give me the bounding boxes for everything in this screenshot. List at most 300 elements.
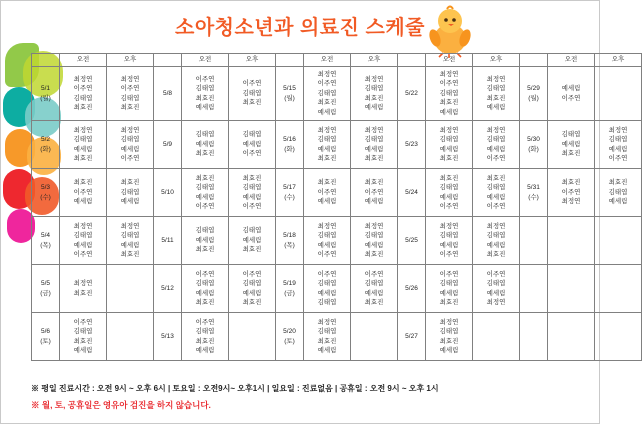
doctor-name: 예세림: [73, 145, 93, 153]
date-label: 5/20: [283, 328, 296, 336]
header-date-blank-3: [398, 54, 426, 67]
am-doctors-cell: [426, 313, 473, 361]
doctor-name: 예세림: [486, 289, 506, 297]
date-cell: [32, 169, 60, 217]
doctor-list: [351, 123, 397, 167]
doctor-name: 이주연: [73, 251, 93, 259]
pm-doctors-cell: [351, 169, 398, 217]
doctor-list: [304, 315, 350, 359]
pm-doctors-cell: [473, 169, 520, 217]
date-cell: [276, 217, 304, 265]
doctor-name: 최효진: [73, 103, 93, 111]
date-cell: [154, 265, 182, 313]
doctor-name: 예세림: [242, 236, 262, 244]
doctor-name: 이주연: [317, 251, 337, 259]
doctor-name: 예세림: [195, 140, 215, 148]
pm-doctors-cell: [229, 121, 276, 169]
doctor-name: 최효진: [439, 99, 459, 107]
doctor-name: 예세림: [486, 103, 506, 111]
date-cell: [276, 121, 304, 169]
am-empty-cell: [548, 217, 595, 265]
doctor-name: 최효진: [561, 150, 581, 158]
doctor-name: 예세림: [120, 241, 140, 249]
doctor-name: 최효진: [439, 337, 459, 345]
footer-notice: ※ 월, 토, 공휴일은 영유아 검진을 하지 않습니다.: [31, 400, 211, 410]
pm-doctors-cell: [595, 169, 642, 217]
doctor-name: 최정연: [439, 71, 459, 78]
doctor-name: 최효진: [486, 94, 506, 102]
doctor-name: 김태엽: [317, 89, 337, 97]
doctor-name: 최효진: [439, 174, 459, 182]
doctor-name: 최효진: [317, 337, 337, 345]
doctor-name: 예세림: [195, 236, 215, 244]
doctor-list: [107, 219, 153, 263]
weekday-label: (수): [40, 193, 51, 201]
date-label: 5/30: [527, 136, 540, 144]
doctor-name: 예세림: [608, 145, 628, 153]
doctor-name: 예세림: [608, 198, 628, 206]
date-label: 5/1: [40, 85, 51, 93]
doctor-name: 예세림: [73, 198, 93, 206]
doctor-name: 예세림: [364, 241, 384, 249]
doctor-name: 김태엽: [317, 136, 337, 144]
doctor-name: 예세림: [486, 193, 506, 201]
am-doctors-cell: [548, 121, 595, 169]
doctor-name: 김태엽: [439, 280, 459, 288]
am-doctors-cell: [304, 169, 351, 217]
doctor-name: 최효진: [364, 179, 384, 187]
doctor-name: 김태엽: [608, 136, 628, 144]
header-am-1: 오전: [182, 54, 229, 67]
doctor-list: [229, 267, 275, 311]
date-cell: [154, 121, 182, 169]
doctor-name: 최효진: [486, 251, 506, 259]
doctor-name: 최정연: [439, 222, 459, 230]
footer-hours: ※ 평일 진료시간 : 오전 9시 ~ 오후 6시 | 토요일 : 오전9시~ 오후1시 | 일요일 : 진료없음 | 공휴일 : 오전 9시 ~ 오후 1시: [31, 384, 439, 393]
chick-mascot-icon: [419, 5, 481, 57]
doctor-name: 최효진: [242, 99, 262, 107]
header-pm-1: 오후: [229, 54, 276, 67]
doctor-list: [426, 267, 472, 311]
doctor-list: [473, 171, 519, 215]
doctor-name: 최정연: [439, 318, 459, 326]
doctor-name: 김태엽: [73, 328, 93, 336]
date-label: 5/2: [40, 136, 51, 144]
date-cell: [154, 169, 182, 217]
weekday-label: (금): [40, 289, 51, 297]
header-am-4: 오전: [548, 54, 595, 67]
doctor-list: [182, 223, 228, 257]
doctor-name: 최효진: [73, 337, 93, 345]
doctor-name: 이주연: [242, 270, 262, 278]
doctor-name: 이주연: [439, 251, 459, 259]
doctor-name: 이주연: [73, 188, 93, 196]
doctor-name: 김태엽: [486, 280, 506, 288]
weekday-label: (수): [528, 193, 539, 201]
doctor-name: 이주연: [439, 270, 459, 278]
doctor-name: 예세림: [561, 140, 581, 148]
weekday-label: (월): [528, 94, 539, 102]
am-doctors-cell: [60, 313, 107, 361]
doctor-list: [107, 175, 153, 209]
doctor-name: 김태엽: [242, 131, 262, 139]
doctor-name: 최효진: [561, 179, 581, 187]
doctor-list: [473, 123, 519, 167]
am-doctors-cell: [60, 217, 107, 265]
doctor-name: 최효진: [120, 179, 140, 187]
am-doctors-cell: [304, 121, 351, 169]
doctor-name: 김태엽: [195, 280, 215, 288]
doctor-name: 김태엽: [364, 280, 384, 288]
date-cell: [276, 313, 304, 361]
date-cell: [398, 313, 426, 361]
doctor-name: 예세림: [439, 145, 459, 153]
date-cell: [520, 67, 548, 121]
page-title: 소아청소년과 의료진 스케줄: [175, 17, 425, 39]
date-cell: [32, 121, 60, 169]
pm-empty-cell: [351, 313, 398, 361]
doctor-name: 김태엽: [439, 89, 459, 97]
date-label: 5/18: [283, 232, 296, 240]
doctor-name: 예세림: [364, 289, 384, 297]
doctor-name: 김태엽: [242, 89, 262, 97]
doctor-name: 예세림: [195, 289, 215, 297]
am-doctors-cell: [426, 67, 473, 121]
doctor-name: 최효진: [486, 174, 506, 182]
doctor-list: [229, 223, 275, 257]
doctor-name: 최효진: [120, 103, 140, 111]
am-doctors-cell: [304, 313, 351, 361]
doctor-name: 이주연: [561, 94, 581, 102]
doctor-name: 최정연: [317, 126, 337, 134]
doctor-list: [351, 175, 397, 209]
weekday-label: (월): [284, 94, 295, 102]
doctor-name: 예세림: [317, 241, 337, 249]
doctor-list: [229, 76, 275, 110]
doctor-name: 김태엽: [73, 136, 93, 144]
am-doctors-cell: [304, 67, 351, 121]
date-label: 5/19: [283, 280, 296, 288]
doctor-name: 이주연: [486, 155, 506, 163]
date-cell: [32, 313, 60, 361]
table-row: [32, 169, 642, 217]
header-am-0: 오전: [60, 54, 107, 67]
doctor-name: 최효진: [195, 150, 215, 158]
doctor-name: 이주연: [439, 80, 459, 88]
doctor-name: 예세림: [561, 85, 581, 93]
table-header-row: [32, 54, 642, 67]
doctor-name: 김태엽: [195, 328, 215, 336]
doctor-name: 김태엽: [486, 85, 506, 93]
doctor-list: [548, 175, 594, 209]
doctor-list: [182, 127, 228, 161]
doctor-name: 이주연: [120, 155, 140, 163]
doctor-name: 예세림: [364, 198, 384, 206]
pm-empty-cell: [595, 217, 642, 265]
doctor-name: 김태엽: [73, 94, 93, 102]
doctor-name: 최효진: [195, 246, 215, 254]
pm-doctors-cell: [351, 67, 398, 121]
doctor-name: 최정연: [120, 222, 140, 230]
doctor-list: [304, 219, 350, 263]
doctor-name: 최효진: [73, 155, 93, 163]
pm-empty-cell: [595, 313, 642, 361]
doctor-list: [426, 315, 472, 359]
header-pm-3: 오후: [473, 54, 520, 67]
doctor-name: 예세림: [120, 198, 140, 206]
doctor-list: [595, 123, 641, 167]
doctor-name: 김태엽: [439, 328, 459, 336]
table-row: [32, 313, 642, 361]
doctor-name: 이주연: [242, 203, 262, 211]
table-row: [32, 67, 642, 121]
doctor-name: 김태엽: [364, 232, 384, 240]
date-cell: [398, 265, 426, 313]
doctor-name: 이주연: [195, 75, 215, 83]
doctor-name: 이주연: [195, 203, 215, 211]
doctor-name: 최효진: [242, 246, 262, 254]
am-doctors-cell: [60, 67, 107, 121]
pm-empty-cell: [229, 313, 276, 361]
doctor-name: 이주연: [73, 318, 93, 326]
doctor-name: 김태엽: [317, 280, 337, 288]
doctor-name: 예세림: [439, 193, 459, 201]
doctor-list: [182, 267, 228, 311]
weekday-label: (토): [284, 337, 295, 345]
pm-doctors-cell: [473, 217, 520, 265]
header-date-blank-1: [154, 54, 182, 67]
pm-doctors-cell: [351, 265, 398, 313]
date-label: 5/12: [161, 284, 174, 292]
date-cell: [32, 265, 60, 313]
header-date-blank-2: [276, 54, 304, 67]
doctor-name: 예세림: [486, 145, 506, 153]
doctor-name: 최정연: [120, 75, 140, 83]
pm-doctors-cell: [229, 217, 276, 265]
date-label: 5/25: [405, 236, 418, 244]
header-pm-4: 오후: [595, 54, 642, 67]
doctor-list: [60, 72, 106, 116]
doctor-name: 예세림: [364, 145, 384, 153]
doctor-name: 예세림: [242, 193, 262, 201]
am-doctors-cell: [426, 265, 473, 313]
date-label: 5/8: [162, 89, 173, 97]
doctor-name: 김태엽: [195, 85, 215, 93]
doctor-name: 김태엽: [608, 188, 628, 196]
date-label: 5/16: [283, 136, 296, 144]
doctor-name: 최정연: [364, 222, 384, 230]
doctor-name: 이주연: [486, 270, 506, 278]
date-cell: [32, 67, 60, 121]
doctor-name: 김태엽: [486, 232, 506, 240]
doctor-list: [426, 219, 472, 263]
doctor-name: 예세림: [73, 347, 93, 355]
header-date-blank-4: [520, 54, 548, 67]
weekday-label: (월): [40, 94, 51, 102]
doctor-name: 이주연: [364, 188, 384, 196]
date-label: 5/3: [40, 184, 51, 192]
doctor-name: 예세림: [317, 108, 337, 116]
doctor-list: [304, 123, 350, 167]
date-cell: [398, 67, 426, 121]
doctor-name: 최효진: [242, 299, 262, 307]
doctor-name: 김태엽: [120, 232, 140, 240]
doctor-name: 김태엽: [364, 85, 384, 93]
doctor-name: 예세림: [242, 140, 262, 148]
doctor-name: 예세림: [317, 289, 337, 297]
doctor-name: 김태엽: [242, 227, 262, 235]
date-cell: [398, 121, 426, 169]
doctor-name: 최효진: [195, 299, 215, 307]
doctor-name: 이주연: [195, 318, 215, 326]
date-label: 5/31: [527, 184, 540, 192]
pm-empty-cell: [595, 67, 642, 121]
am-doctors-cell: [182, 121, 229, 169]
doctor-name: 최효진: [364, 155, 384, 163]
doctor-name: 김태엽: [486, 136, 506, 144]
doctor-list: [60, 123, 106, 167]
weekday-label: (화): [528, 145, 539, 153]
doctor-name: 예세림: [195, 193, 215, 201]
doctor-list: [548, 81, 594, 106]
doctor-name: 김태엽: [486, 184, 506, 192]
footer-notes: [31, 383, 576, 411]
date-cell: [154, 313, 182, 361]
doctor-name: 최정연: [561, 198, 581, 206]
doctor-name: 이주연: [561, 188, 581, 196]
doctor-name: 예세림: [317, 145, 337, 153]
doctor-name: 김태엽: [120, 94, 140, 102]
doctor-name: 최효진: [364, 251, 384, 259]
doctor-list: [60, 276, 106, 301]
doctor-list: [304, 175, 350, 209]
date-label: 5/4: [40, 232, 51, 240]
schedule-table: [31, 53, 642, 361]
weekday-label: (화): [40, 145, 51, 153]
am-doctors-cell: [548, 67, 595, 121]
doctor-name: 최정연: [486, 299, 506, 307]
doctor-name: 김태엽: [120, 136, 140, 144]
weekday-label: (수): [284, 193, 295, 201]
date-cell: [276, 169, 304, 217]
date-cell: [32, 217, 60, 265]
header-date-blank-0: [32, 54, 60, 67]
weekday-label: (목): [284, 241, 295, 249]
pm-doctors-cell: [351, 217, 398, 265]
am-doctors-cell: [60, 169, 107, 217]
doctor-name: 예세림: [195, 103, 215, 111]
header-pm-2: 오후: [351, 54, 398, 67]
doctor-list: [229, 171, 275, 215]
doctor-name: 김태엽: [120, 188, 140, 196]
doctor-name: 김태엽: [195, 184, 215, 192]
doctor-list: [595, 175, 641, 209]
doctor-list: [182, 72, 228, 116]
doctor-name: 예세림: [317, 347, 337, 355]
doctor-name: 최효진: [195, 337, 215, 345]
doctor-list: [426, 123, 472, 167]
doctor-name: 예세림: [439, 241, 459, 249]
doctor-name: 예세림: [73, 241, 93, 249]
header-am-2: 오전: [304, 54, 351, 67]
doctor-name: 최효진: [317, 179, 337, 187]
am-doctors-cell: [182, 265, 229, 313]
header-pm-0: 오후: [107, 54, 154, 67]
empty-date-cell: [520, 265, 548, 313]
pm-empty-cell: [107, 313, 154, 361]
doctor-name: 예세림: [120, 145, 140, 153]
doctor-name: 김태엽: [195, 131, 215, 139]
empty-date-cell: [520, 313, 548, 361]
weekday-label: (금): [284, 289, 295, 297]
doctor-list: [304, 67, 350, 120]
doctor-name: 김태엽: [242, 184, 262, 192]
doctor-name: 예세림: [242, 289, 262, 297]
doctor-list: [473, 267, 519, 311]
doctor-name: 최정연: [608, 126, 628, 134]
doctor-name: 최효진: [195, 174, 215, 182]
doctor-name: 최정연: [120, 126, 140, 134]
doctor-name: 이주연: [439, 203, 459, 211]
am-empty-cell: [548, 313, 595, 361]
doctor-name: 최정연: [317, 318, 337, 326]
doctor-name: 김태엽: [561, 131, 581, 139]
doctor-name: 최정연: [486, 126, 506, 134]
date-label: 5/6: [40, 328, 51, 336]
date-label: 5/13: [161, 332, 174, 340]
pm-empty-cell: [473, 313, 520, 361]
table-row: [32, 121, 642, 169]
doctor-name: 최정연: [73, 75, 93, 83]
pm-doctors-cell: [473, 265, 520, 313]
doctor-list: [351, 267, 397, 311]
doctor-name: 최효진: [317, 155, 337, 163]
am-doctors-cell: [60, 121, 107, 169]
doctor-list: [107, 123, 153, 167]
doctor-list: [473, 72, 519, 116]
am-doctors-cell: [182, 169, 229, 217]
doctor-name: 예세림: [439, 289, 459, 297]
date-cell: [154, 67, 182, 121]
pm-doctors-cell: [229, 265, 276, 313]
doctor-name: 김태엽: [317, 232, 337, 240]
doctor-name: 이주연: [195, 270, 215, 278]
pm-doctors-cell: [107, 169, 154, 217]
schedule-body: [32, 67, 642, 361]
doctor-name: 최효진: [195, 94, 215, 102]
date-cell: [520, 169, 548, 217]
am-doctors-cell: [182, 313, 229, 361]
pm-doctors-cell: [473, 121, 520, 169]
doctor-name: 예세림: [317, 198, 337, 206]
doctor-name: 김태엽: [73, 232, 93, 240]
weekday-label: (화): [284, 145, 295, 153]
date-label: 5/11: [161, 236, 174, 244]
date-cell: [398, 217, 426, 265]
am-doctors-cell: [304, 217, 351, 265]
doctor-name: 김태엽: [242, 280, 262, 288]
date-label: 5/9: [162, 140, 173, 148]
doctor-name: 예세림: [439, 347, 459, 355]
doctor-name: 최정연: [317, 71, 337, 78]
doctor-list: [473, 219, 519, 263]
doctor-name: 이주연: [608, 155, 628, 163]
doctor-name: 최효진: [439, 299, 459, 307]
doctor-name: 예세림: [364, 103, 384, 111]
doctor-list: [60, 175, 106, 209]
pm-doctors-cell: [351, 121, 398, 169]
doctor-name: 최효진: [317, 99, 337, 107]
